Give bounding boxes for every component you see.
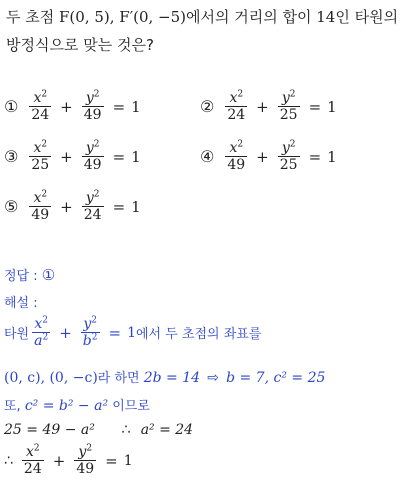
rhs: 1 — [131, 97, 141, 116]
therefore-icon: ∴ — [4, 452, 13, 469]
equation-b-c: b = 7, c² = 25 — [226, 370, 326, 386]
equation-2b: 2b = 14 — [143, 370, 201, 386]
fraction-x-a: $\frac{x^2}{a^2}$ — [34, 315, 49, 350]
distance-sum: 14 — [316, 8, 336, 26]
option-number: ③ — [4, 147, 19, 167]
option-number: ① — [4, 97, 19, 117]
fraction-y: $\frac{y^2}{25}$ — [279, 139, 298, 174]
answer-line — [4, 265, 55, 284]
question-text: 에서의 거리의 합이 — [186, 8, 317, 26]
rhs: 1 — [131, 197, 141, 216]
explanation-line-2 — [4, 367, 325, 386]
explanation-text: 라 하면 — [97, 371, 144, 386]
question-line-1 — [6, 6, 398, 27]
fraction-x: $\frac{x^2}{25}$ — [31, 139, 50, 174]
option-number: ② — [200, 97, 215, 117]
question-line-2: 방정식으로 맞는 것은? — [6, 36, 154, 54]
explanation-line-3 — [4, 395, 150, 414]
fraction-y: $\frac{y^2}{24}$ — [83, 189, 102, 224]
explanation-label: 해설 : — [4, 296, 38, 311]
question-text: 인 타원의 — [335, 8, 399, 26]
option-number: ④ — [200, 147, 215, 167]
explanation-text: 에서 두 초점의 좌표를 — [136, 327, 262, 343]
fraction-x: $\frac{x^2}{49}$ — [227, 139, 246, 174]
fraction-x: $\frac{x^2}{49}$ — [31, 189, 50, 224]
explanation-text: 타원 — [4, 327, 30, 343]
option-number: ⑤ — [4, 197, 19, 217]
answer-label: 정답 : — [4, 269, 42, 284]
equation-c2: c² = b² − a² — [24, 398, 109, 414]
option-3[interactable]: ③ $\frac{x^2}{25}$ + $\frac{y^2}{49}$ = 1 — [4, 139, 141, 174]
foci-coordinates: F(0, 5), F′(0, −5) — [59, 8, 186, 26]
fraction-final-y: $\frac{y^2}{49}$ — [76, 443, 95, 478]
fraction-x: $\frac{x^2}{24}$ — [227, 89, 246, 124]
fraction-y: $\frac{y^2}{49}$ — [83, 139, 102, 174]
option-5[interactable]: ⑤ $\frac{x^2}{49}$ + $\frac{y^2}{24}$ = 1 — [4, 189, 141, 224]
explanation-line-1: 타원 $\frac{x^2}{a^2}$ + $\frac{y^2}{b^2}$ = 1 에서 두 초점의 좌표를 — [4, 315, 262, 350]
foci-coords-general: (0, c), (0, −c) — [4, 370, 98, 386]
fraction-y: $\frac{y^2}{25}$ — [279, 89, 298, 124]
equation-25: 25 = 49 − a² — [4, 422, 95, 438]
fraction-y-b: $\frac{y^2}{b^2}$ — [82, 315, 98, 350]
explanation-line-5: ∴ $\frac{x^2}{24}$ + $\frac{y^2}{49}$ = 1 — [4, 443, 133, 478]
fraction-x: $\frac{x^2}{24}$ — [31, 89, 50, 124]
answer-value: ① — [41, 266, 56, 284]
arrow-icon: ⇨ — [207, 370, 219, 386]
rhs: 1 — [327, 97, 337, 116]
therefore-icon: ∴ — [121, 422, 131, 438]
option-2[interactable]: ② $\frac{x^2}{24}$ + $\frac{y^2}{25}$ = 1 — [200, 89, 337, 124]
option-4[interactable]: ④ $\frac{x^2}{49}$ + $\frac{y^2}{25}$ = 1 — [200, 139, 337, 174]
option-1[interactable]: ① $\frac{x^2}{24}$ + $\frac{y^2}{49}$ = 1 — [4, 89, 141, 124]
explanation-text: 또, — [4, 399, 25, 414]
fraction-final-x: $\frac{x^2}{24}$ — [23, 443, 42, 478]
explanation-text: 이므로 — [108, 399, 150, 414]
explanation-line-4 — [4, 422, 193, 438]
rhs: 1 — [123, 452, 133, 469]
question-text: 두 초점 — [6, 8, 60, 26]
rhs: 1 — [131, 147, 141, 166]
rhs: 1 — [327, 147, 337, 166]
fraction-y: $\frac{y^2}{49}$ — [83, 89, 102, 124]
equation-a2: a² = 24 — [140, 422, 194, 438]
